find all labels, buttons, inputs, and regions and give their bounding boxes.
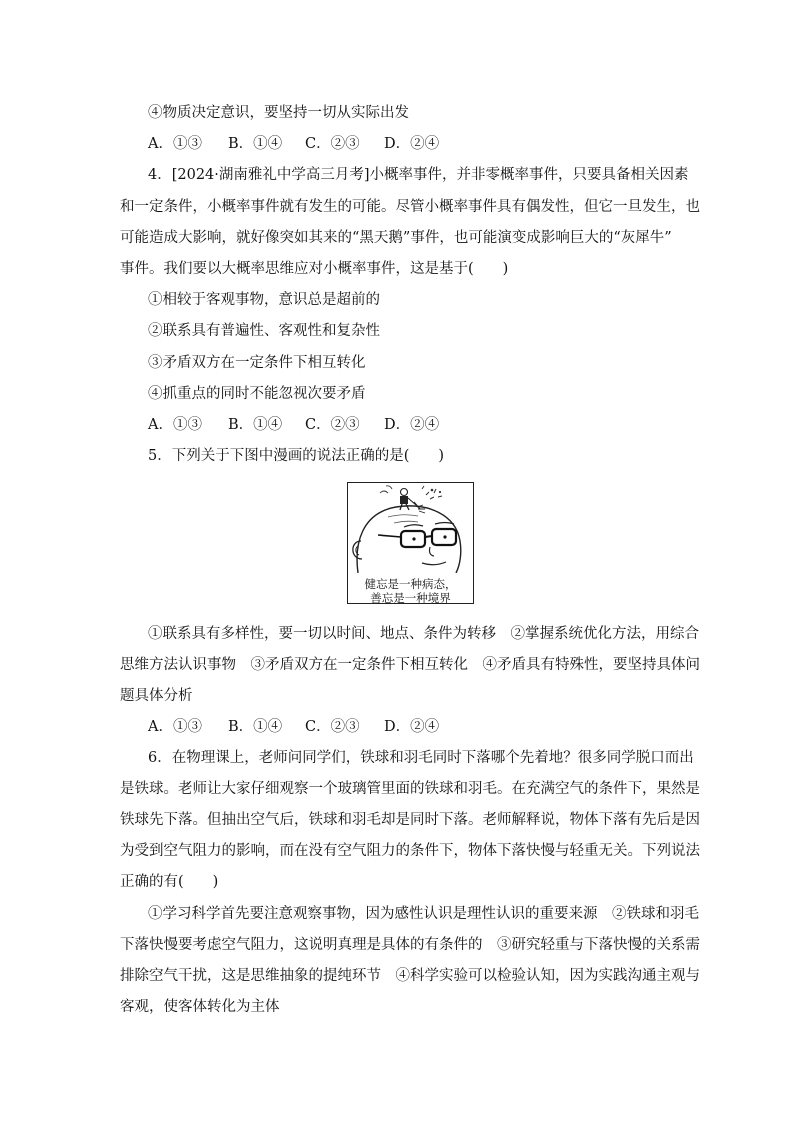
q5-option-d[interactable]: D．②④ [384, 719, 440, 735]
q4-item-3: ③矛盾双方在一定条件下相互转化 [148, 355, 366, 371]
q4-stem-line-1: 4．[2024·湖南雅礼中学高三月考]小概率事件，并非零概率事件，只要具备相关因素 [148, 167, 689, 183]
q4-item-1: ①相较于客观事物，意识总是超前的 [148, 292, 380, 308]
cartoon-illustration [348, 483, 473, 573]
cartoon-figure [347, 482, 474, 604]
q3-option-b[interactable]: B．①④ [228, 136, 283, 152]
q4-option-c[interactable]: C．②③ [305, 417, 360, 433]
q6-items-line-4: 客观，使客体转化为主体 [120, 999, 280, 1015]
q5-options [148, 717, 439, 737]
q6-items-line-3: 排除空气干扰，这是思维抽象的提纯环节 ④科学实验可以检验认知，因为实践沟通主观与 [120, 968, 700, 984]
q4-stem-line-2: 和一定条件，小概率事件就有发生的可能。尽管小概率事件具有偶发性，但它一旦发生，也 [120, 199, 700, 215]
q6-stem-line-5: 正确的有( ) [120, 874, 219, 890]
q6-stem-line-1: 6．在物理课上，老师问同学们，铁球和羽毛同时下落哪个先着地？很多同学脱口而出 [148, 750, 694, 766]
q3-option-c[interactable]: C．②③ [305, 136, 360, 152]
q5-stem: 5．下列关于下图中漫画的说法正确的是( ) [148, 448, 445, 464]
q3-item-4: ④物质决定意识，要坚持一切从实际出发 [148, 105, 409, 121]
q6-stem-line-4: 为受到空气阻力的影响，而在没有空气阻力的条件下，物体下落快慢与轻重无关。下列说法 [120, 843, 700, 859]
q4-item-2: ②联系具有普遍性、客观性和复杂性 [148, 323, 380, 339]
q4-option-d[interactable]: D．②④ [384, 417, 440, 433]
cartoon-caption-line-2: 善忘是一种境界 [370, 591, 451, 604]
q6-stem-line-3: 铁球先下落。但抽出空气后，铁球和羽毛却是同时下落。老师解释说，物体下落有先后是因 [120, 812, 700, 828]
q4-stem-line-4: 事件。我们要以大概率思维应对小概率事件，这是基于( ) [120, 261, 509, 277]
q4-option-a[interactable]: A．①③ [148, 417, 202, 433]
q4-item-4: ④抓重点的同时不能忽视次要矛盾 [148, 386, 366, 402]
q6-items-line-2: 下落快慢要考虑空气阻力，这说明真理是具体的有条件的 ③研究轻重与下落快慢的关系需 [120, 937, 700, 953]
cartoon-caption-line-1: 健忘是一种病态， [364, 577, 457, 591]
q3-options [148, 134, 439, 154]
q4-options [148, 415, 439, 435]
q4-stem-line-3: 可能造成大影响，就好像突如其来的“黑天鹅”事件，也可能演变成影响巨大的“灰犀牛” [120, 230, 672, 246]
q3-option-a[interactable]: A．①③ [148, 136, 202, 152]
q5-option-c[interactable]: C．②③ [305, 719, 360, 735]
q5-items-line-3: 题具体分析 [120, 688, 193, 704]
q5-option-b[interactable]: B．①④ [228, 719, 283, 735]
q5-items-line-2: 思维方法认识事物 ③矛盾双方在一定条件下相互转化 ④矛盾具有特殊性，要坚持具体问 [120, 657, 700, 673]
q5-items-line-1: ①联系具有多样性，要一切以时间、地点、条件为转移 ②掌握系统优化方法，用综合 [148, 626, 699, 642]
q5-option-a[interactable]: A．①③ [148, 719, 202, 735]
q4-option-b[interactable]: B．①④ [228, 417, 283, 433]
q6-items-line-1: ①学习科学首先要注意观察事物，因为感性认识是理性认识的重要来源 ②铁球和羽毛 [148, 906, 699, 922]
q6-stem-line-2: 是铁球。老师让大家仔细观察一个玻璃管里面的铁球和羽毛。在充满空气的条件下，果然是 [120, 781, 700, 797]
q3-option-d[interactable]: D．②④ [384, 136, 440, 152]
